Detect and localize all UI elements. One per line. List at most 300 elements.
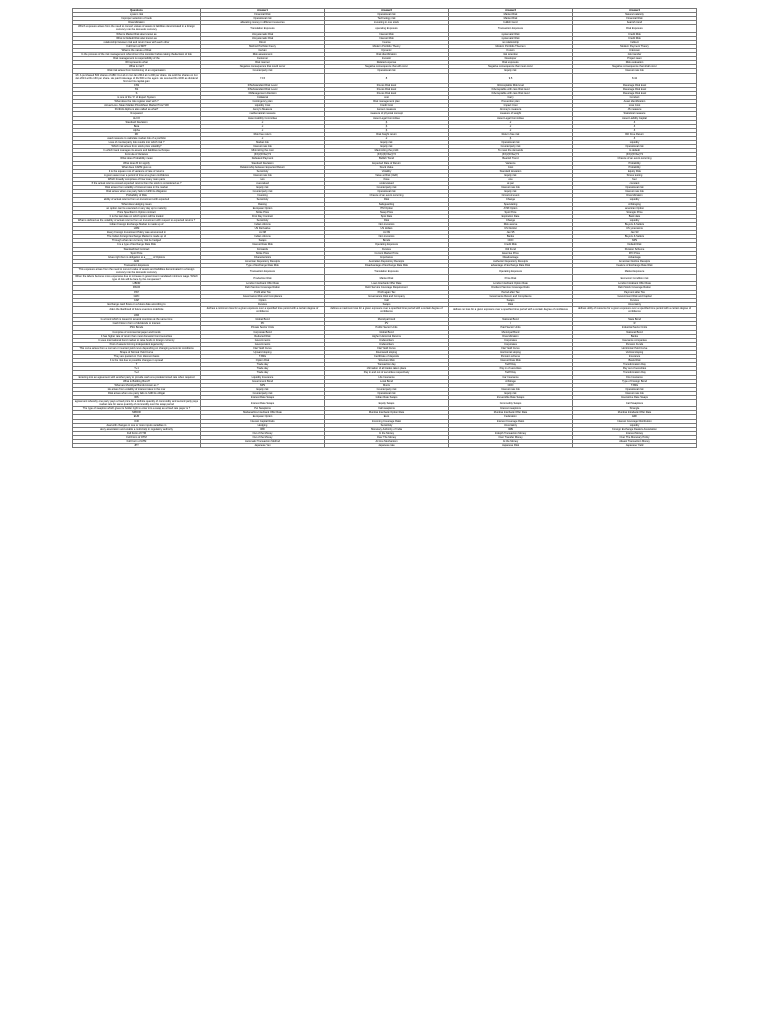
answer-cell[interactable]: advantage of Exchange Rate Risk xyxy=(449,263,573,267)
question-cell[interactable]: S xyxy=(73,91,201,95)
answer-cell[interactable]: Loan Interbank Offer Rate xyxy=(325,282,449,286)
question-cell[interactable]: It is the square root of variance of rate of returns xyxy=(73,169,201,173)
answer-cell[interactable]: Pay in of securities xyxy=(449,367,573,371)
answer-cell[interactable]: Incoming Coverage Ratio xyxy=(325,419,449,423)
question-cell[interactable]: CAP xyxy=(73,298,201,302)
answer-cell[interactable]: 0/Loss Risk level xyxy=(325,87,449,91)
answer-cell[interactable]: Japanese rate xyxy=(325,444,449,448)
answer-cell[interactable]: Indian citizens xyxy=(201,222,325,226)
header-questions[interactable]: Questions xyxy=(73,9,201,13)
answer-cell[interactable]: Liquidity xyxy=(573,141,697,145)
answer-cell[interactable]: Transformation Day xyxy=(573,371,697,375)
answer-cell[interactable]: Life Insurance xyxy=(325,375,449,379)
answer-cell[interactable]: Stock Value xyxy=(325,165,449,169)
question-cell[interactable]: Risk arises from volatility of interest rates in the market xyxy=(73,186,201,190)
answer-cell[interactable]: Period after Tax xyxy=(449,290,573,294)
answer-cell[interactable]: Spot Date xyxy=(325,214,449,218)
answer-cell[interactable]: Banks xyxy=(573,334,697,338)
answer-cell[interactable]: Interest Rate Risk xyxy=(201,243,325,247)
answer-cell[interactable]: Risk evaluation xyxy=(573,61,697,65)
answer-cell[interactable]: Out of the Money xyxy=(201,435,325,439)
answer-cell[interactable]: Indepth Transaction Money xyxy=(449,431,573,435)
question-cell[interactable]: This exposure arises from the need to convert value of assets and liabilities denominated in a foreign currency into the domestic currency xyxy=(73,268,201,275)
answer-cell[interactable]: Monetary Authority of India xyxy=(325,427,449,431)
question-cell[interactable]: IRI represents what xyxy=(73,61,201,65)
answer-cell[interactable]: Tariff Day xyxy=(449,363,573,367)
answer-cell[interactable]: Risk xyxy=(325,218,449,222)
answer-cell[interactable]: defines utility of resource for a given exposure over a specified time period with a certain degree of confidence xyxy=(573,306,697,313)
answer-cell[interactable]: Over The Monetary Policy xyxy=(573,435,697,439)
answer-cell[interactable]: Debt Stock Coverage Ration xyxy=(573,286,697,290)
answer-cell[interactable]: Over The Money xyxy=(325,435,449,439)
answer-cell[interactable]: Authentic Depository Receipts xyxy=(449,259,573,263)
answer-cell[interactable]: (ƩX)/(ƩXbar)^2 xyxy=(573,153,697,157)
answer-cell[interactable]: α xyxy=(325,137,449,141)
question-cell[interactable]: CSS xyxy=(73,83,201,87)
answer-cell[interactable]: Strangle Price xyxy=(573,210,697,214)
answer-cell[interactable]: Buyers & Sellers xyxy=(573,235,697,239)
question-cell[interactable]: Full Form of OTM xyxy=(73,435,201,439)
answer-cell[interactable]: London Interbank Offer Rate xyxy=(201,282,325,286)
answer-cell[interactable]: Risk xyxy=(325,198,449,202)
answer-cell[interactable]: Interest rate risk xyxy=(573,69,697,73)
question-cell[interactable]: It has higher rate of return than most domestic bond securities xyxy=(73,334,201,338)
answer-cell[interactable]: Automatic Transaction Method xyxy=(201,440,325,444)
answer-cell[interactable]: Risk identification xyxy=(325,53,449,57)
answer-cell[interactable]: Call Swaptions xyxy=(573,400,697,407)
answer-cell[interactable]: Buyers & Sellers xyxy=(573,222,697,226)
answer-cell[interactable]: Futures xyxy=(325,247,449,251)
answer-cell[interactable]: α xyxy=(449,120,573,124)
answer-cell[interactable]: London Intrabank Offer Rate xyxy=(573,282,697,286)
answer-cell[interactable]: Government Risk and Capital xyxy=(573,294,697,298)
answer-cell[interactable]: Interest Capital Ratio xyxy=(201,419,325,423)
answer-cell[interactable]: Paid Sector Units xyxy=(449,326,573,330)
answer-cell[interactable]: Global Bond xyxy=(201,318,325,322)
question-cell[interactable]: VAR xyxy=(73,314,201,318)
answer-cell[interactable]: Strike Price xyxy=(201,210,325,214)
answer-cell[interactable]: σ xyxy=(201,137,325,141)
question-cell[interactable]: JPY xyxy=(73,444,201,448)
answer-cell[interactable]: Unsystematic Risk xyxy=(201,36,325,40)
answer-cell[interactable]: Impact Cost xyxy=(449,104,573,108)
answer-cell[interactable]: 0/Acceptable with care Risk level xyxy=(449,87,573,91)
answer-cell[interactable]: allocating money in different resources xyxy=(201,21,325,25)
answer-cell[interactable]: Governance Return and Compliance xyxy=(449,294,573,298)
answer-cell[interactable]: First Day Contract xyxy=(201,214,325,218)
question-cell[interactable]: Exchange cash flows on a future date according to xyxy=(73,302,201,306)
answer-cell[interactable]: measure of weight xyxy=(449,112,573,116)
answer-cell[interactable]: Interest rate risk xyxy=(449,186,573,190)
answer-cell[interactable]: defines a minimum loss for a given exposure over a specified time period with a certain degree of confidence xyxy=(201,306,325,313)
question-cell[interactable]: ICR xyxy=(73,419,201,423)
question-cell[interactable]: Standardized Contract xyxy=(73,247,201,251)
header-answer3[interactable]: Answer3 xyxy=(449,9,573,13)
answer-cell[interactable]: measure of physical concept xyxy=(325,112,449,116)
answer-cell[interactable]: Vertical sloping xyxy=(573,350,697,354)
answer-cell[interactable]: Debt Service Coverage Requirement xyxy=(325,286,449,290)
answer-cell[interactable]: CDO xyxy=(449,383,573,387)
question-cell[interactable]: Full Form of MPT xyxy=(73,44,201,48)
question-cell[interactable]: Price Specified in Option contract xyxy=(73,210,201,214)
answer-cell[interactable]: Jimmey's measure xyxy=(449,108,573,112)
question-cell[interactable]: Diversification xyxy=(73,21,201,25)
answer-cell[interactable]: Corporate Bond xyxy=(201,330,325,334)
answer-cell[interactable]: Pension scheme xyxy=(449,355,573,359)
question-cell[interactable]: Entering into an agreement with another party to provide cash at a predetermined rate when required xyxy=(73,375,201,379)
answer-cell[interactable]: Municipal Bond xyxy=(449,330,573,334)
answer-cell[interactable]: American Depository Receipts xyxy=(201,259,325,263)
answer-cell[interactable]: US ymensions xyxy=(573,227,697,231)
answer-cell[interactable]: US Dentist xyxy=(449,227,573,231)
answer-cell[interactable]: Interest rate risk xyxy=(573,190,697,194)
answer-cell[interactable]: At the Money xyxy=(449,440,573,444)
answer-cell[interactable]: Liquidity Cost xyxy=(201,104,325,108)
question-cell[interactable]: T+1 xyxy=(73,367,201,371)
answer-cell[interactable]: Sensitivity xyxy=(201,198,325,202)
question-cell[interactable]: used measure to calculate market risk of a portfolio xyxy=(73,137,201,141)
answer-cell[interactable]: Jency's Measure xyxy=(201,108,325,112)
answer-cell[interactable]: Interest rate risk xyxy=(573,391,697,395)
answer-cell[interactable]: Characteristics xyxy=(201,255,325,259)
answer-cell[interactable]: Natural calamity xyxy=(573,13,697,17)
answer-cell[interactable]: Operational risk xyxy=(325,391,449,395)
question-cell[interactable]: isk arises from volatility of interest rates in the mar xyxy=(73,387,201,391)
answer-cell[interactable]: Old Fund xyxy=(449,247,573,251)
question-cell[interactable]: What does CAPM give us xyxy=(73,165,201,169)
answer-cell[interactable]: Change xyxy=(449,198,573,202)
answer-cell[interactable]: undervalued xyxy=(325,182,449,186)
question-cell[interactable]: Mr. A purchased 500 shares of ABC Co.Ltd on 1st Jan 2012 at rs.200 per share. He sold the shares on 1st Jan 2013 at Rs.160 per share. He paid brokerage of Rs.500 to the agent. He received Rs.1000 as dividend find out his capital gain xyxy=(73,73,201,83)
answer-cell[interactable]: Sensitivity xyxy=(201,218,325,222)
answer-cell[interactable]: bearish trend xyxy=(573,21,697,25)
answer-cell[interactable]: Price Risk xyxy=(449,275,573,282)
answer-cell[interactable]: Stress testing xyxy=(573,173,697,177)
answer-cell[interactable]: Fire Insurance xyxy=(573,375,697,379)
answer-cell[interactable]: Swaps xyxy=(325,302,449,306)
answer-cell[interactable]: PC xyxy=(201,322,325,326)
answer-cell[interactable]: Basis Risk xyxy=(573,359,697,363)
answer-cell[interactable]: Option Risk xyxy=(201,359,325,363)
answer-cell[interactable]: Disadvantage of Exchange Rate Risk xyxy=(325,263,449,267)
answer-cell[interactable]: no relationship xyxy=(449,40,573,44)
question-cell[interactable]: What is the nature of Risk xyxy=(73,48,201,52)
answer-cell[interactable]: European Option xyxy=(201,206,325,210)
answer-cell[interactable]: Risk free return xyxy=(201,132,325,136)
answer-cell[interactable]: Conduct xyxy=(573,96,697,100)
answer-cell[interactable]: Market risk xyxy=(201,141,325,145)
question-cell[interactable]: Which risk arises from stock price volatility? xyxy=(73,145,201,149)
question-cell[interactable]: GRC xyxy=(73,294,201,298)
answer-cell[interactable]: Mumbai Intrabank Offer Rate xyxy=(573,411,697,415)
answer-cell[interactable]: Interest Coverage Distribution xyxy=(573,419,697,423)
answer-cell[interactable]: T-Bills xyxy=(573,383,697,387)
question-cell[interactable]: What is defined as the volatility of actual returns from an investment with respect to expected returns ? xyxy=(73,218,201,222)
answer-cell[interactable]: CDO xyxy=(449,239,573,243)
answer-cell[interactable]: Negative consequence that must occur xyxy=(449,65,573,69)
question-cell[interactable]: It is the last date on which option will be traded xyxy=(73,214,201,218)
answer-cell[interactable]: Horizontal Yield Curve xyxy=(573,346,697,350)
answer-cell[interactable]: Credit Risk xyxy=(449,243,573,247)
question-cell[interactable]: Portfolio Alpha is also called as what? xyxy=(73,108,201,112)
answer-cell[interactable]: Futures xyxy=(201,302,325,306)
answer-cell[interactable]: Banks xyxy=(449,235,573,239)
answer-cell[interactable]: Swap Price xyxy=(325,210,449,214)
question-cell[interactable]: Full Form of ATM xyxy=(73,440,201,444)
answer-cell[interactable]: Irreversible Rate Swaps xyxy=(449,396,573,400)
answer-cell[interactable]: Non investors xyxy=(325,222,449,226)
answer-cell[interactable]: National Bond xyxy=(573,330,697,334)
answer-cell[interactable]: Relationship between Expected Return xyxy=(201,165,325,169)
question-cell[interactable]: Loss of counterparty risk results into which risk ? xyxy=(73,141,201,145)
answer-cell[interactable]: Pension Scheme xyxy=(573,247,697,251)
answer-cell[interactable]: Risk assessment xyxy=(201,53,325,57)
answer-cell[interactable]: Certain xyxy=(201,48,325,52)
answer-cell[interactable]: Translation Exposure xyxy=(201,25,325,32)
header-answer2[interactable]: Answer2 xyxy=(325,9,449,13)
question-cell[interactable]: Risk arises when one party fails to fulfill its obligation xyxy=(73,190,201,194)
question-cell[interactable]: T xyxy=(73,363,201,367)
answer-cell[interactable]: Unknown xyxy=(573,48,697,52)
answer-cell[interactable]: NPS xyxy=(201,383,325,387)
answer-cell[interactable]: Forwards xyxy=(201,247,325,251)
answer-cell[interactable]: Method Portfolio theory xyxy=(201,44,325,48)
answer-cell[interactable]: Economic Condition risk xyxy=(573,275,697,282)
answer-cell[interactable]: one xyxy=(449,177,573,181)
answer-cell[interactable]: systematic Risk xyxy=(449,32,573,36)
question-cell[interactable]: What does Hedging mean xyxy=(73,202,201,206)
answer-cell[interactable]: Equity Risk xyxy=(573,169,697,173)
answer-cell[interactable]: Negative consequence that could occur xyxy=(201,65,325,69)
question-cell[interactable]: What does B for signify xyxy=(73,161,201,165)
answer-cell[interactable]: four xyxy=(573,177,697,181)
answer-cell[interactable]: Expected Rate of Return xyxy=(325,161,449,165)
answer-cell[interactable]: Equity risk xyxy=(449,173,573,177)
question-cell[interactable]: an option can be executed on any day up to maturity xyxy=(73,206,201,210)
question-cell[interactable]: IRS xyxy=(73,396,201,400)
answer-cell[interactable]: Liquidity xyxy=(573,198,697,202)
answer-cell[interactable]: Counterparty risk xyxy=(449,145,573,149)
answer-cell[interactable]: Mumbai Interbank Offer Rate xyxy=(449,411,573,415)
answer-cell[interactable]: Carry xyxy=(449,96,573,100)
answer-cell[interactable]: Jan 93 xyxy=(573,231,697,235)
answer-cell[interactable]: Interest swaptions xyxy=(449,407,573,411)
answer-cell[interactable]: to default xyxy=(573,149,697,153)
answer-cell[interactable]: Equity risk xyxy=(325,145,449,149)
answer-cell[interactable]: Certificate of deposits xyxy=(325,355,449,359)
answer-cell[interactable]: R xyxy=(573,322,697,326)
answer-cell[interactable]: Tariff Day xyxy=(449,371,573,375)
answer-cell[interactable]: Pay out of securities xyxy=(573,367,697,371)
answer-cell[interactable]: Exercise Price xyxy=(449,251,573,255)
answer-cell[interactable]: Put Swaptions xyxy=(201,407,325,411)
answer-cell[interactable]: Operational risk xyxy=(201,17,325,21)
question-cell[interactable]: ALCO xyxy=(73,116,201,120)
answer-cell[interactable]: Negative consequence that will occur xyxy=(325,65,449,69)
answer-cell[interactable]: nfirmation of all trades taken place xyxy=(325,367,449,371)
answer-cell[interactable]: Governments xyxy=(201,342,325,346)
answer-cell[interactable]: Flat Yield Curve xyxy=(201,346,325,350)
question-cell[interactable]: What are Municipal Bonds known as ? xyxy=(73,383,201,387)
answer-cell[interactable]: Governance Risk and Compliance xyxy=(201,294,325,298)
answer-cell[interactable]: Reduced Risk xyxy=(201,334,325,338)
answer-cell[interactable]: Structure Risk xyxy=(325,359,449,363)
answer-cell[interactable]: Transaction Exposure xyxy=(449,25,573,32)
answer-cell[interactable]: Operational risk xyxy=(573,186,697,190)
answer-cell[interactable]: State Bond xyxy=(573,318,697,322)
answer-cell[interactable]: Type of Foreign Bond xyxy=(573,379,697,383)
answer-cell[interactable]: β xyxy=(325,120,449,124)
answer-cell[interactable]: Occurred event xyxy=(449,194,573,198)
answer-cell[interactable]: Interest Money xyxy=(573,431,697,435)
answer-cell[interactable]: Diversification xyxy=(573,194,697,198)
question-cell[interactable]: Improper selection of tools xyxy=(73,17,201,21)
question-cell[interactable]: agreement whereby one party pays a fixed price for a definite quantity of commodity and second party pays market rate for same quantity of commodity over the swap period xyxy=(73,400,201,407)
answer-cell[interactable]: Return free risk xyxy=(449,132,573,136)
answer-cell[interactable]: Counterparty risk xyxy=(201,190,325,194)
answer-cell[interactable]: Risk xyxy=(449,302,573,306)
answer-cell[interactable]: Asset identification xyxy=(573,100,697,104)
answer-cell[interactable]: Foreign Exchange Dealers Association xyxy=(573,427,697,431)
answer-cell[interactable]: Investing xyxy=(201,194,325,198)
answer-cell[interactable]: Asset Legal Committee xyxy=(449,116,573,120)
answer-cell[interactable]: Transaction day xyxy=(325,363,449,367)
question-cell[interactable]: Alpha xyxy=(73,128,201,132)
answer-cell[interactable]: Safeguarding xyxy=(325,202,449,206)
answer-cell[interactable]: Japanese Yen xyxy=(201,444,325,448)
answer-cell[interactable]: Diversification xyxy=(449,334,573,338)
question-cell[interactable]: is one of the 'C' of Expert System xyxy=(73,96,201,100)
answer-cell[interactable]: Jul 99 xyxy=(325,231,449,235)
answer-cell[interactable]: Option xyxy=(201,298,325,302)
answer-cell[interactable]: δ xyxy=(573,120,697,124)
question-cell[interactable]: Standard Deviation xyxy=(73,120,201,124)
answer-cell[interactable]: δ xyxy=(573,124,697,128)
question-cell[interactable]: Formula of Variance xyxy=(73,153,201,157)
answer-cell[interactable]: JS measure xyxy=(573,108,697,112)
question-cell[interactable]: T+2 xyxy=(73,371,201,375)
answer-cell[interactable]: Type of Exchange Rate Risk xyxy=(201,263,325,267)
question-cell[interactable]: Is a bond which is issued in several countries at the same time xyxy=(73,318,201,322)
answer-cell[interactable]: Raising xyxy=(201,202,325,206)
question-cell[interactable]: Probability of Risk xyxy=(73,194,201,198)
question-cell[interactable]: The type of swaption which gives its holder right to enter into a swap as a fixed rate payer is ? xyxy=(73,407,201,411)
question-cell[interactable]: If the actual returns exceed expected returns then the stock is considered as ? xyxy=(73,182,201,186)
answer-cell[interactable]: Operational risk xyxy=(573,387,697,391)
answer-cell[interactable]: Interest rate risk xyxy=(201,173,325,177)
answer-cell[interactable]: Swaps xyxy=(449,298,573,302)
answer-cell[interactable]: Interest Rate Risk xyxy=(449,359,573,363)
answer-cell[interactable]: Spot Price xyxy=(449,210,573,214)
answer-cell[interactable]: Trade day xyxy=(201,363,325,367)
question-cell[interactable]: SS xyxy=(73,87,201,91)
answer-cell[interactable]: Sensitivity xyxy=(325,423,449,427)
question-cell[interactable]: relationship between risk and return have with each other xyxy=(73,40,201,44)
answer-cell[interactable]: Volatility xyxy=(325,169,449,173)
answer-cell[interactable]: Current Market Price xyxy=(325,251,449,255)
answer-cell[interactable]: Car Insurance xyxy=(449,375,573,379)
answer-cell[interactable]: Statistical measure xyxy=(573,112,697,116)
answer-cell[interactable]: Arbitraging xyxy=(573,202,697,206)
answer-cell[interactable]: Inverse xyxy=(325,40,449,44)
answer-cell[interactable]: β xyxy=(325,128,449,132)
answer-cell[interactable]: Counterparty risk xyxy=(325,186,449,190)
answer-cell[interactable]: ATM Option xyxy=(449,206,573,210)
answer-cell[interactable]: 7.15 xyxy=(201,73,325,83)
question-cell[interactable]: PAT xyxy=(73,290,201,294)
question-cell[interactable]: What is risk? xyxy=(73,65,201,69)
answer-cell[interactable]: Modern Portfolio Theory xyxy=(325,44,449,48)
answer-cell[interactable]: Australian Depository Receipts xyxy=(325,259,449,263)
answer-cell[interactable]: 8 xyxy=(325,73,449,83)
question-cell[interactable]: Indian Foreign Exchange Market is made up of xyxy=(73,222,201,226)
answer-cell[interactable]: RBI xyxy=(201,427,325,431)
question-cell[interactable]: Which broadly comprises of how many main parts xyxy=(73,177,201,181)
answer-cell[interactable]: Interest Risk xyxy=(325,32,449,36)
answer-cell[interactable]: two xyxy=(201,177,325,181)
answer-cell[interactable]: I xyxy=(449,322,573,326)
answer-cell[interactable]: Market Risk xyxy=(449,17,573,21)
answer-cell[interactable]: bullish trend xyxy=(449,21,573,25)
answer-cell[interactable]: Transaction Exposure xyxy=(201,268,325,275)
answer-cell[interactable]: Modern Payment Theory xyxy=(573,44,697,48)
answer-cell[interactable]: Flat Yield Curve xyxy=(449,346,573,350)
answer-cell[interactable]: Underwriters xyxy=(325,338,449,342)
question-cell[interactable]: The Indian Foreign Exchange Market is made up of xyxy=(73,235,201,239)
answer-cell[interactable]: Market Exposure xyxy=(573,268,697,275)
answer-cell[interactable]: Equity risk xyxy=(201,186,325,190)
answer-cell[interactable]: systematic Risk xyxy=(449,36,573,40)
answer-cell[interactable]: Insurance companies xyxy=(573,338,697,342)
answer-cell[interactable]: US dollars xyxy=(325,227,449,231)
answer-cell[interactable]: Minimizing the cost xyxy=(201,149,325,153)
answer-cell[interactable]: Direct xyxy=(201,40,325,44)
answer-cell[interactable]: Interest Coverage Ratio xyxy=(449,419,573,423)
question-cell[interactable]: Actual Loss -Mean Market Price/Mean Market Price*100 xyxy=(73,104,201,108)
answer-cell[interactable]: Bullish Trend xyxy=(325,157,449,161)
answer-cell[interactable]: defines a maximum loss for a given exposure over a specified time period with a certain degree of confidence xyxy=(325,306,449,313)
answer-cell[interactable]: Mumbai Interbank Option Rate xyxy=(325,411,449,415)
answer-cell[interactable]: Negative consequence that shall occur xyxy=(573,65,697,69)
answer-cell[interactable]: Downward sloping xyxy=(325,350,449,354)
answer-cell[interactable]: σ xyxy=(201,120,325,124)
question-cell[interactable]: LIBOR xyxy=(73,282,201,286)
answer-cell[interactable]: Maharashtra Interbank Offer Rate xyxy=(201,411,325,415)
answer-cell[interactable]: 9.5 xyxy=(449,73,573,83)
answer-cell[interactable]: δ xyxy=(573,128,697,132)
answer-cell[interactable]: Indirect xyxy=(573,40,697,44)
answer-cell[interactable]: (ƩX)/(Ʃ(Xbar))^2 xyxy=(325,153,449,157)
question-cell[interactable]: Shape of Normal Yield Curve xyxy=(73,350,201,354)
answer-cell[interactable]: Japanese Yield xyxy=(573,444,697,448)
answer-cell[interactable]: Equity risk xyxy=(449,190,573,194)
answer-cell[interactable]: Operating Exposure xyxy=(325,243,449,247)
answer-cell[interactable]: Default Risk xyxy=(573,243,697,247)
question-cell[interactable]: What is Market Risk also known as xyxy=(73,32,201,36)
question-cell[interactable]: This curve arises from a normal or inverted yield curve depending on changing economic conditions xyxy=(73,346,201,350)
answer-cell[interactable]: Over Transfer Money xyxy=(449,435,573,439)
answer-cell[interactable]: Munis xyxy=(325,383,449,387)
answer-cell[interactable]: Liquidity xyxy=(573,423,697,427)
answer-cell[interactable]: (ƩX)/(ƩXbar)^2 xyxy=(449,153,573,157)
answer-cell[interactable]: Counterparty risk xyxy=(201,69,325,73)
question-cell[interactable]: atory association and enable a multi-help in regulatory authority xyxy=(73,427,201,431)
answer-cell[interactable]: Interest rate risk xyxy=(449,387,573,391)
answer-cell[interactable]: Cost xyxy=(449,165,573,169)
question-cell[interactable]: deal with changes in one or more inputs variables in xyxy=(73,423,201,427)
answer-cell[interactable]: Probability xyxy=(573,165,697,169)
answer-cell[interactable]: Underwriters xyxy=(325,342,449,346)
